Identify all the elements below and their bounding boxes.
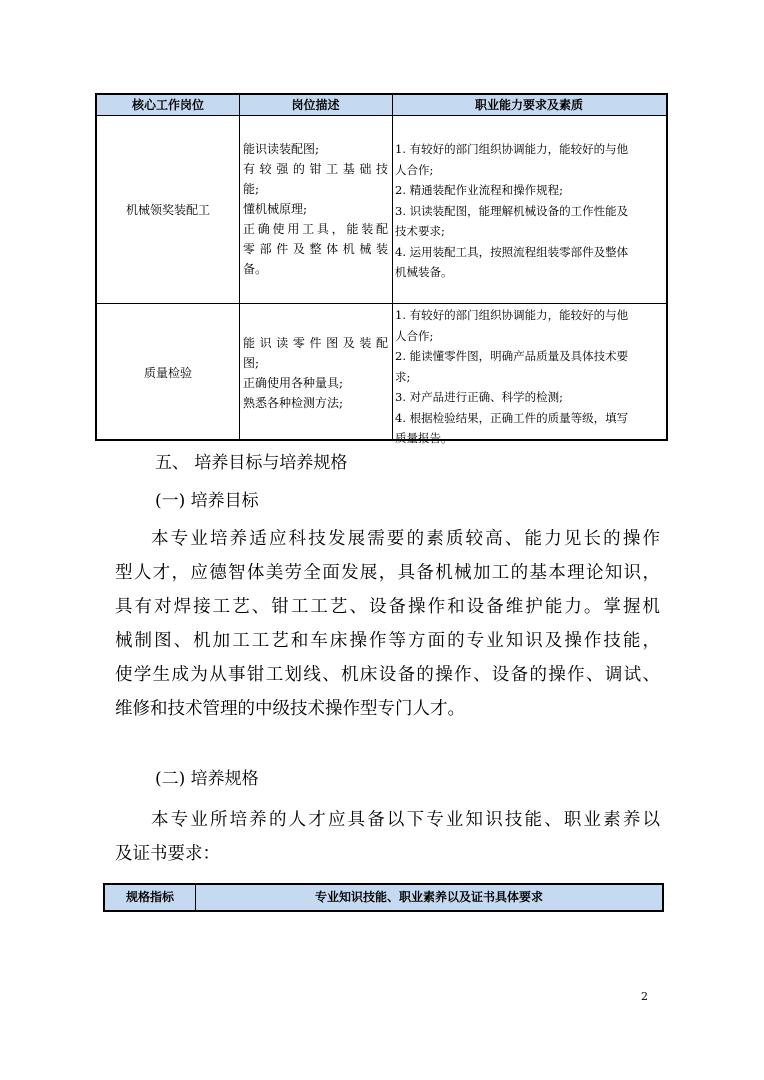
- page-number: 2: [641, 990, 648, 1003]
- requirement-line: 3. 识读装配图，能理解机械设备的工作性能及: [395, 203, 629, 218]
- paragraph-line: 本专业所培养的人才应具备以下专业知识技能、职业素养以: [151, 810, 660, 830]
- training-spec-paragraph: [115, 803, 660, 871]
- description-line: 熟悉各种检测方法;: [243, 396, 344, 410]
- table-header-row: [97, 95, 666, 116]
- requirement-line: 人合作;: [395, 328, 434, 343]
- description-line: 能识读装配图;: [243, 142, 320, 156]
- header-spec-requirements: 专业知识技能、职业素养以及证书具体要求: [314, 890, 543, 904]
- column-divider: [239, 95, 240, 439]
- requirement-line: 机械装备。: [395, 265, 453, 279]
- requirement-line: 3. 对产品进行正确、科学的检测;: [395, 390, 564, 404]
- paragraph-line: 型人才，应德智体美劳全面发展，具备机械加工的基本理论知识，: [115, 563, 660, 583]
- paragraph-line: 具有对焊接工艺、钳工工艺、设备操作和设备维护能力。掌握机: [115, 597, 660, 617]
- header-spec-indicator: 规格指标: [125, 890, 174, 904]
- table-cell-requirements: [395, 305, 665, 449]
- description-line: 有较强的钳工基础技: [243, 162, 388, 176]
- requirement-line: 2. 能读懂零件图，明确产品质量及具体技术要: [395, 349, 629, 363]
- header-job-description: 岗位描述: [291, 98, 340, 112]
- paragraph-line: 维修和技术管理的中级技术操作型专门人才。: [115, 699, 465, 719]
- requirement-line: 1. 有较好的部门组织协调能力，能较好的与他: [395, 142, 629, 156]
- description-line: 零部件及整体机械装: [243, 242, 388, 256]
- description-line: 能识读零件图及装配: [243, 336, 388, 350]
- description-line: 备。: [243, 262, 268, 276]
- paragraph-line: 械制图、机加工工艺和车床操作等方面的专业知识及操作技能，: [115, 631, 660, 651]
- requirement-line: 1. 有较好的部门组织协调能力，能较好的与他: [395, 308, 629, 322]
- table-cell-job: 机械领奖装配工: [125, 203, 210, 217]
- description-line: 能;: [243, 182, 260, 196]
- table-cell-requirements: [395, 139, 665, 283]
- paragraph-line: 本专业培养适应科技发展需要的素质较高、能力见长的操作: [151, 529, 660, 549]
- section-title: 五、 培养目标与培养规格: [155, 453, 348, 473]
- paragraph-line: 使学生成为从事钳工划线、机床设备的操作、设备的操作、调试、: [115, 665, 660, 685]
- description-line: 正确使用工具，能装配: [243, 222, 388, 236]
- description-line: 正确使用各种量具;: [243, 376, 344, 390]
- requirement-line: 求;: [395, 369, 411, 384]
- requirement-line: 技术要求;: [395, 224, 445, 238]
- requirement-line: 质量报告。: [395, 431, 453, 445]
- requirement-line: 人合作;: [395, 162, 434, 177]
- table-cell-job: 质量检验: [143, 366, 192, 380]
- description-line: 图;: [243, 356, 260, 370]
- table-cell-description: [243, 139, 388, 279]
- subsection-title-goals: (一) 培养目标: [155, 491, 259, 511]
- training-goal-paragraph: [115, 522, 660, 726]
- column-divider: [392, 95, 393, 439]
- requirement-line: 4. 根据检验结果，正确工件的质量等级，填写: [395, 410, 629, 425]
- description-line: 懂机械原理;: [243, 202, 308, 216]
- header-ability-requirements: 职业能力要求及素质: [474, 98, 583, 112]
- job-ability-table: [95, 93, 668, 445]
- header-core-job: 核心工作岗位: [131, 98, 204, 112]
- spec-table: [103, 883, 664, 912]
- table-cell-description: [243, 333, 388, 413]
- subsection-title-specs: (二) 培养规格: [155, 769, 259, 789]
- requirement-line: 2. 精通装配作业流程和操作规程;: [395, 183, 564, 197]
- requirement-line: 4. 运用装配工具，按照流程组装零部件及整体: [395, 244, 629, 259]
- paragraph-line: 及证书要求：: [115, 844, 220, 864]
